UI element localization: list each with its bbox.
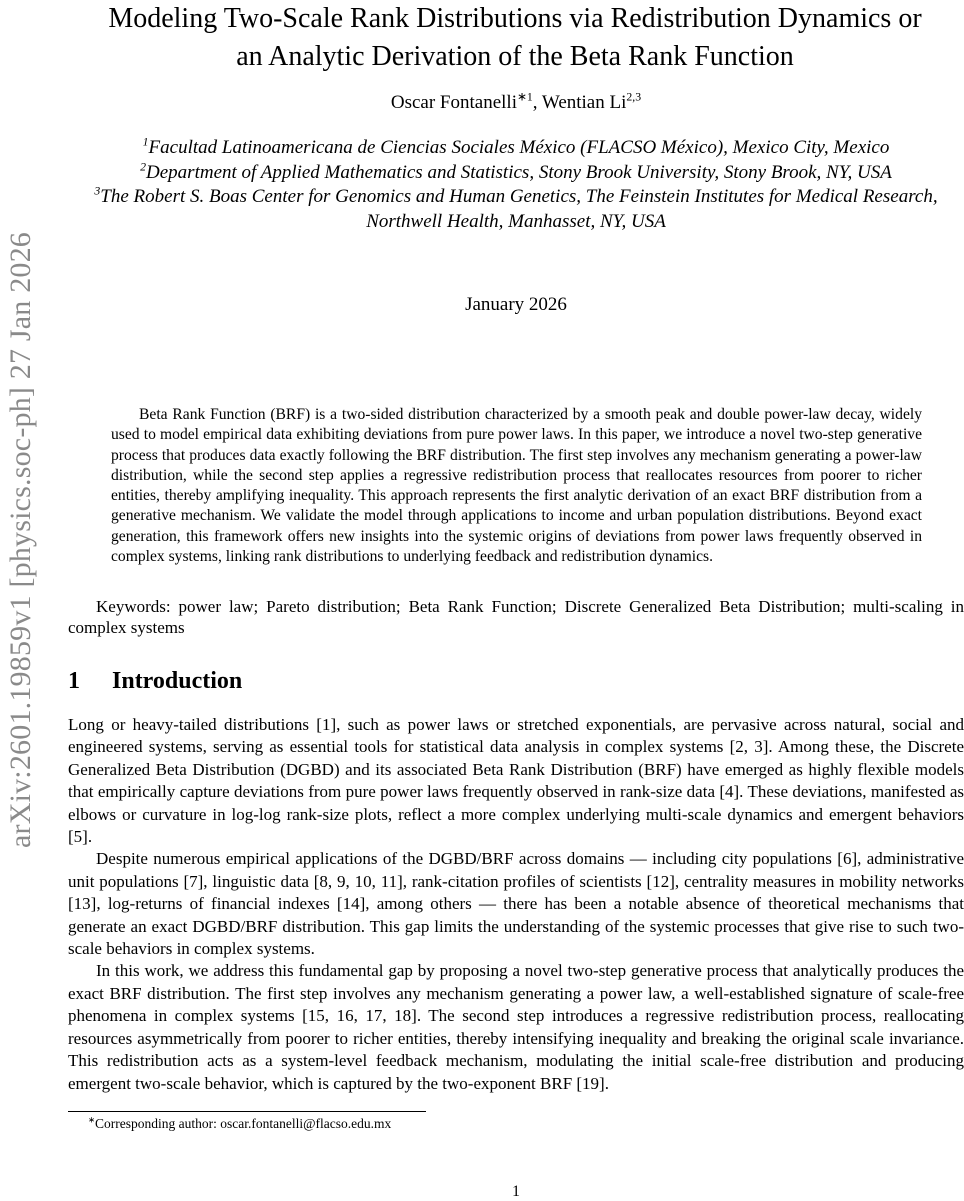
affiliation-3 <box>66 185 964 234</box>
section-heading <box>68 668 242 695</box>
affiliation-2 <box>66 161 964 186</box>
body-paragraph: Despite numerous empirical applications of the DGBD/BRF across domains — including city populations [6], administrative unit populations [7], linguistic data [8, 9, 10, 11], rank-citation profiles of scientists [12], centrality measures in mobility networks [13], log-returns of financial indexes [14], among others — there has been a notable absence of theoretical mechanisms that generate an exact DGBD/BRF distribution. This gap limits the understanding of the systemic processes that give rise to such two-scale behaviors in complex systems. <box>68 849 964 959</box>
publication-date: January 2026 <box>465 294 567 315</box>
footnote-mark: ∗ <box>88 1115 96 1125</box>
keywords: Keywords: power law; Pareto distribution; Beta Rank Function; Discrete Generalized Beta Distribution; multi-scaling in complex systems <box>68 597 964 637</box>
section-title: Introduction <box>112 668 243 694</box>
arxiv-identifier: arXiv:2601.19859v1 [physics.soc-ph] 27 Jan 2026 <box>4 232 37 848</box>
title-line-1: Modeling Two-Scale Rank Distributions via Redistribution Dynamics or <box>108 3 922 34</box>
affiliation-mark: 3 <box>94 184 101 198</box>
body-paragraph: In this work, we address this fundamental gap by proposing a novel two-step generative process that analytically produces the exact BRF distribution. The first step involves any mechanism generating a power law, a well-established signature of scale-free phenomena in complex systems [15, 16, 17, 18]. The second step introduces a regressive redistribution process, reallocating resources asymmetrically from poorer to richer entities, thereby intensifying inequality and breaking the original scale invariance. This redistribution acts as a system-level feedback mechanism, modulating the initial scale-free distribution and producing emergent two-scale behavior, which is captured by the two-exponent BRF [19]. <box>68 961 964 1093</box>
affiliation-mark: 1 <box>142 135 149 149</box>
affiliation-1 <box>66 136 964 161</box>
paper-title <box>60 0 964 76</box>
abstract: Beta Rank Function (BRF) is a two-sided distribution characterized by a smooth peak and double power-law decay, widely used to model empirical data exhibiting deviations from pure power laws. In this paper, we introduce a novel two-step generative process that produces data exactly following the BRF distribution. The first step involves any mechanism generating a power-law distribution, while the second step applies a regressive redistribution process that reallocates resources from poorer to richer entities, thereby amplifying inequality. This approach represents the first analytic derivation of an exact BRF distribution from a generative mechanism. We validate the model through applications to income and urban population distributions. Beyond exact generation, this framework offers new insights into the systemic origins of deviations from power laws frequently observed in complex systems, linking rank distributions to underlying feedback and redistribution dynamics. <box>111 406 922 566</box>
author-name: Wentian Li <box>541 92 627 113</box>
author-marks: ∗1 <box>516 90 533 104</box>
affiliation-mark: 2 <box>140 160 147 174</box>
affiliations <box>66 136 964 234</box>
affiliation-text: Facultad Latinoamericana de Ciencias Sociales México (FLACSO México), Mexico City, Mexico <box>148 137 890 158</box>
author-marks: 2,3 <box>626 90 642 104</box>
footnote-divider <box>68 1111 426 1112</box>
body-paragraph: Long or heavy-tailed distributions [1], such as power laws or stretched exponentials, are pervasive across natural, social and engineered systems, serving as essential tools for statistical data analysis in complex systems [2, 3]. Among these, the Discrete Generalized Beta Distribution (DGBD) and its associated Beta Rank Distribution (BRF) have emerged as highly flexible models that empirically capture deviations from pure power laws frequently observed in rank-size data [4]. These deviations, manifested as elbows or curvature in log-log rank-size plots, reflect a more complex underlying multi-scale dynamics and emergent behaviors [5]. <box>68 715 964 847</box>
section-number: 1 <box>68 668 80 694</box>
introduction-body <box>68 714 964 1095</box>
author-name: Oscar Fontanelli <box>390 92 517 113</box>
page-number: 1 <box>512 1183 520 1200</box>
footnote-text: Corresponding author: oscar.fontanelli@flacso.edu.mx <box>95 1116 392 1131</box>
arxiv-stamp <box>0 120 42 960</box>
footnote <box>88 1116 391 1132</box>
title-line-2: an Analytic Derivation of the Beta Rank Function <box>236 41 794 72</box>
author-list <box>66 92 964 114</box>
affiliation-text: Department of Applied Mathematics and Statistics, Stony Brook University, Stony Brook, NY, USA <box>146 161 892 183</box>
author-separator: , <box>532 92 542 113</box>
affiliation-text: The Robert S. Boas Center for Genomics and Human Genetics, The Feinstein Institutes for Medical Research, Northwell Health, Manhasset, NY, USA <box>100 186 938 232</box>
